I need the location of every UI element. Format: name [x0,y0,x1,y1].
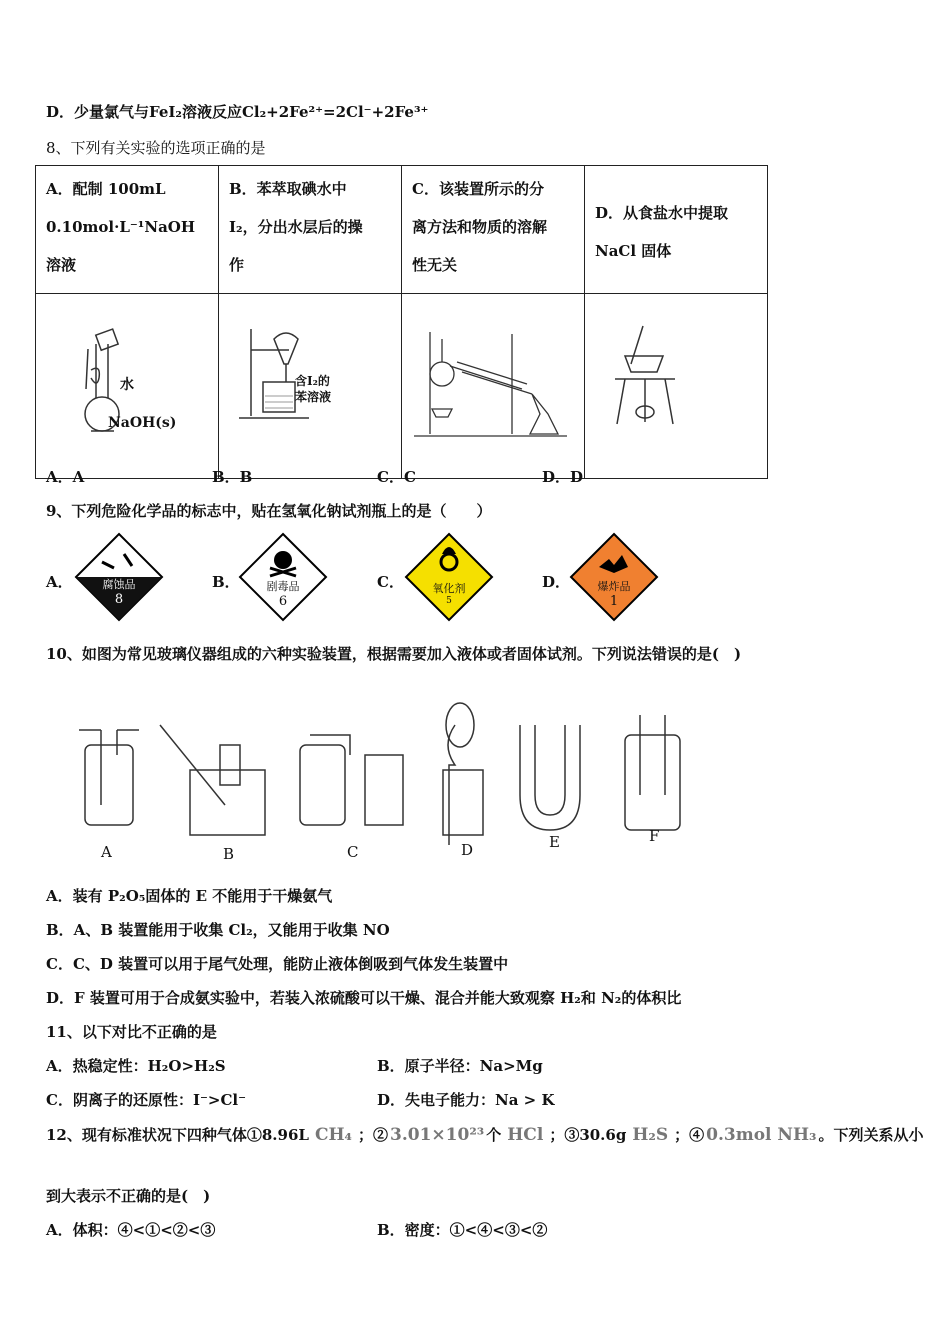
q9-option-b-label: B． [212,573,240,591]
q8-figure-b [219,294,402,479]
q11-option-a: A．热稳定性：H₂O>H₂S [46,1057,226,1075]
q11-stem: 11、以下对比不正确的是 [46,1023,217,1041]
q11-option-b: B．原子半径：Na>Mg [377,1057,543,1075]
fig-b-label-2: 苯溶液 [295,390,332,404]
q8-cell-a: A．配制 100mL 0.10mol·L⁻¹NaOH 溶液 [36,166,219,294]
q7-option-d: D．少量氯气与FeI₂溶液反应Cl₂+2Fe²⁺=2Cl⁻+2Fe³⁺ [46,103,429,121]
explosive-sign-icon: 爆炸品 1 [569,532,659,626]
q8-cell-d: D．从食盐水中提取 NaCl 固体 [585,166,768,294]
q8-figure-a [36,294,219,479]
q8-cell-c: C．该装置所示的分 离方法和物质的溶解 性无关 [402,166,585,294]
q12-option-b: B．密度：①<④<③<② [377,1221,548,1239]
q11-option-d: D．失电子能力：Na > K [377,1091,555,1109]
fig-a-water-label: 水 [120,377,134,393]
q9-option-a-label: A． [46,573,73,591]
formula-ch4: CH₄ [314,1125,353,1145]
q12-stem-cont: 到大表示不正确的是( ) [46,1187,211,1205]
q10-option-b: B．A、B 装置能用于收集 Cl₂，又能用于收集 NO [46,921,390,939]
q8-cell-b: B．苯萃取碘水中 I₂，分出水层后的操 作 [219,166,402,294]
q9-option-d-label: D． [542,573,571,591]
oxidizer-sign-icon: 氧化剂 5 [404,532,494,626]
q11-option-c: C．阴离子的还原性：I⁻>Cl⁻ [46,1091,246,1109]
evaporation-figure [585,294,757,464]
q12-stem: 12、现有标准状况下四种气体①8.96L CH₄ ；② 3.01×10²³ 个 HCl ；③30.6g H₂S ；④ 0.3mol NH₃ 。下列关系从小 [46,1125,924,1145]
q8-answer-a: A．A [46,468,85,486]
q8-figure-d [585,294,768,479]
q8-answer-d: D．D [542,468,584,486]
formula-nh3: 0.3mol NH₃ [706,1125,817,1145]
q8-table [35,165,768,479]
fig-b-label-1: 含I₂的 [295,374,330,388]
q10-option-c: C．C、D 装置可以用于尾气处理，能防止液体倒吸到气体发生装置中 [46,955,509,973]
fig-a-naoh-label: NaOH(s) [108,415,177,431]
fig-label-c: C [347,843,359,861]
q10-option-d: D．F 装置可用于合成氨实验中，若装入浓硫酸可以干燥、混合并能大致观察 H₂和 N₂的体积比 [46,989,682,1007]
toxic-sign-icon: 剧毒品 6 [238,532,328,626]
distillation-figure [402,294,574,464]
formula-h2s: H₂S [632,1125,669,1145]
q8-answer-c: C．C [377,468,416,486]
q8-stem: 8、下列有关实验的选项正确的是 [46,139,266,157]
q9-option-c-label: C． [377,573,404,591]
fig-label-b: B [223,845,235,863]
formula-hcl: HCl [507,1125,544,1145]
corrosive-sign-icon: 腐蚀品 8 [74,532,164,626]
q10-option-a: A．装有 P₂O₅固体的 E 不能用于干燥氨气 [46,887,333,905]
fig-label-d: D [461,841,474,859]
fig-label-f: F [649,827,660,845]
q8-figure-c [402,294,585,479]
q12-option-a: A．体积：④<①<②<③ [46,1221,216,1239]
formula-avogadro: 3.01×10²³ [390,1125,485,1145]
q8-answer-b: B．B [212,468,253,486]
q10-apparatus-figure [65,685,685,865]
q9-stem: 9、下列危险化学品的标志中，贴在氢氧化钠试剂瓶上的是（ ） [46,502,492,520]
apparatus-drawing [65,685,685,865]
q10-stem: 10、如图为常见玻璃仪器组成的六种实验装置，根据需要加入液体或者固体试剂。下列说法错误的是( ) [46,645,742,663]
fig-label-e: E [549,833,560,851]
fig-label-a: A [101,843,112,861]
